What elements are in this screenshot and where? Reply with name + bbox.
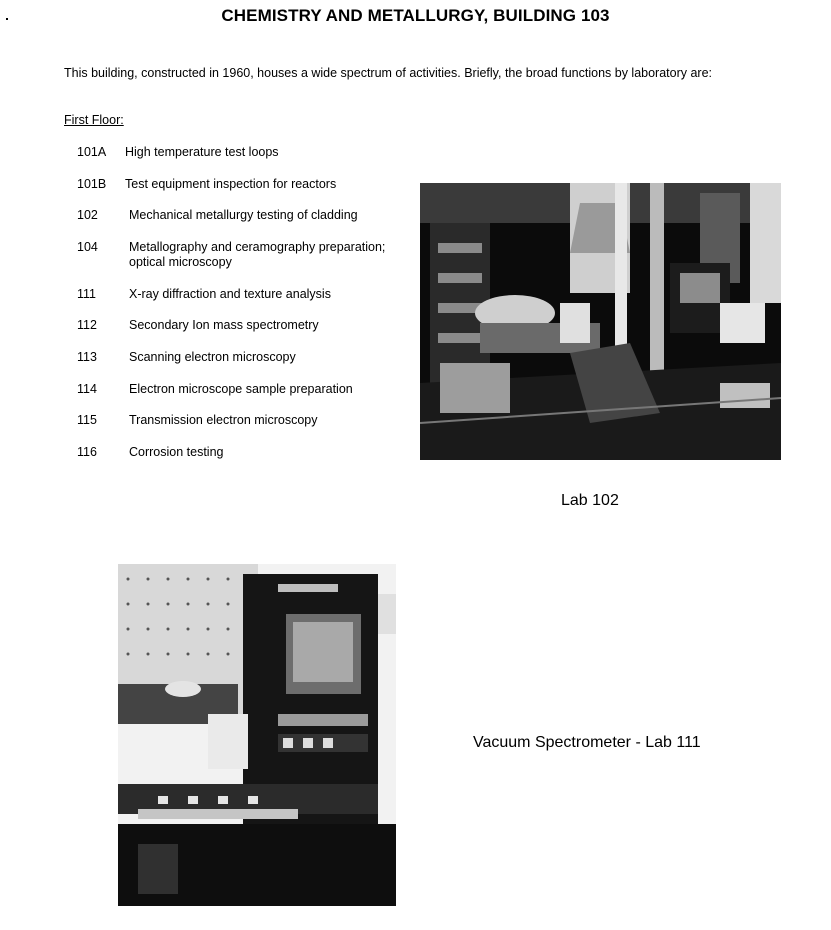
lab-description: X-ray diffraction and texture analysis bbox=[129, 287, 331, 301]
lab-number: 115 bbox=[77, 413, 97, 427]
lab-number: 113 bbox=[77, 350, 97, 364]
lab-description: High temperature test loops bbox=[125, 145, 279, 159]
lab-number: 104 bbox=[77, 240, 98, 254]
lab-111-photo bbox=[118, 564, 396, 906]
lab-description: Secondary Ion mass spectrometry bbox=[129, 318, 319, 332]
lab-description: Metallography and ceramography preparation; optical microscopy bbox=[129, 240, 386, 269]
intro-paragraph: This building, constructed in 1960, houses a wide spectrum of activities. Briefly, the broad functions by laboratory are: bbox=[64, 66, 713, 80]
lab-number: 101A bbox=[77, 145, 107, 159]
lab-102-caption: Lab 102 bbox=[561, 492, 619, 509]
lab-102-photo bbox=[420, 183, 781, 460]
page-title: CHEMISTRY AND METALLURGY, BUILDING 103 bbox=[221, 6, 610, 25]
lab-description: Test equipment inspection for reactors bbox=[125, 177, 337, 191]
lab-description: Scanning electron microscopy bbox=[129, 350, 296, 364]
lab-description: Mechanical metallurgy testing of cladding bbox=[129, 208, 358, 222]
lab-number: 111 bbox=[77, 287, 97, 301]
lab-number: 116 bbox=[77, 445, 97, 459]
lab-description: Corrosion testing bbox=[129, 445, 224, 459]
lab-description: Electron microscope sample preparation bbox=[129, 382, 353, 396]
lab-number: 114 bbox=[77, 382, 97, 396]
lab-111-caption: Vacuum Spectrometer - Lab 111 bbox=[473, 734, 701, 751]
lab-number: 102 bbox=[77, 208, 98, 222]
lab-description: Transmission electron microscopy bbox=[129, 413, 318, 427]
lab-number: 112 bbox=[77, 318, 97, 332]
floor-heading: First Floor: bbox=[64, 113, 124, 127]
lab-number: 101B bbox=[77, 177, 107, 191]
